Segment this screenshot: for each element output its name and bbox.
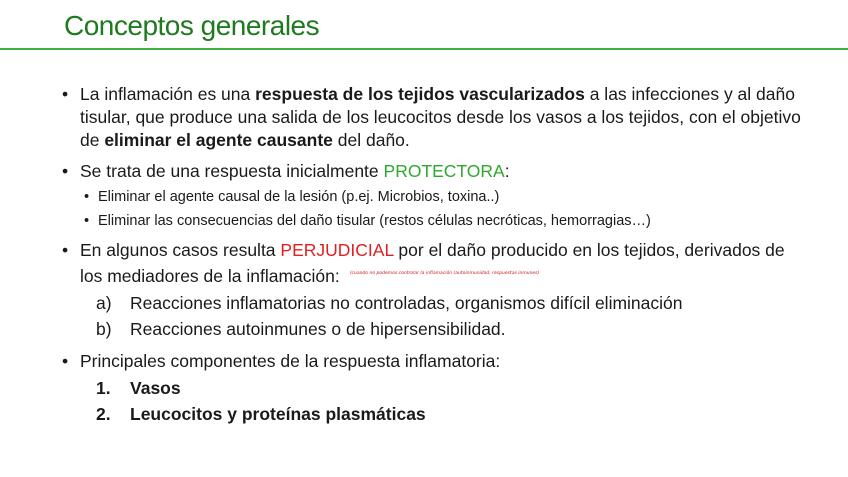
ordered-item <box>62 401 802 427</box>
bullet-protectora <box>62 160 802 183</box>
item-text: Reacciones autoinmunes o de hipersensibilidad. <box>130 319 506 339</box>
ordered-item <box>62 316 802 342</box>
definition-text-2: a las infecciones y al daño tisular, que produce una salida de los leucocitos desde los vasos a los tejidos, con el objetivo de <box>80 84 801 150</box>
item-text: Vasos <box>130 378 181 398</box>
slide-title: Conceptos generales <box>64 10 320 41</box>
title-divider <box>0 48 848 50</box>
perjudicial-highlight: PERJUDICIAL <box>280 240 394 260</box>
protectora-sublist <box>62 185 802 233</box>
slide-content <box>62 83 802 427</box>
protectora-text-1: Se trata de una respuesta inicialmente <box>80 161 384 181</box>
definition-text-3: del daño. <box>332 130 410 150</box>
sub-bullet-item <box>62 209 802 233</box>
definition-text-1: La inflamación es una <box>80 84 256 104</box>
bullet-perjudicial <box>62 239 802 288</box>
sub-bullet-text: Eliminar las consecuencias del daño tisular (restos células necróticas, hemorragias…) <box>98 213 651 229</box>
bullet-definition <box>62 83 802 152</box>
item-text: Reacciones inflamatorias no controladas, organismos difícil eliminación <box>130 293 683 313</box>
sub-bullet-text: Eliminar el agente causal de la lesión (p.ej. Microbios, toxina..) <box>98 189 500 205</box>
protectora-text-2: : <box>504 161 510 181</box>
protectora-highlight: PROTECTORA <box>383 161 505 181</box>
bullet-dot-icon: • <box>62 84 69 104</box>
bullet-dot-icon: • <box>62 161 69 181</box>
bullet-componentes <box>62 350 802 373</box>
ordered-item <box>62 290 802 316</box>
item-marker: a) <box>96 293 112 313</box>
definition-bold-2: eliminar el agente causante <box>104 130 333 150</box>
perjudicial-text-1: En algunos casos resulta <box>80 240 281 260</box>
perjudicial-text-2: por el daño producido en los tejidos, derivados de los mediadores de la inflamación: <box>80 240 785 286</box>
item-marker: b) <box>96 319 112 339</box>
definition-bold-1: respuesta de los tejidos vascularizados <box>255 84 585 104</box>
bullet-dot-icon: • <box>84 213 90 229</box>
item-marker: 1. <box>96 378 111 398</box>
componentes-text: Principales componentes de la respuesta inflamatoria: <box>80 351 501 371</box>
bullet-dot-icon: • <box>62 351 69 371</box>
ordered-item <box>62 375 802 401</box>
bullet-dot-icon: • <box>62 240 69 260</box>
item-marker: 2. <box>96 404 111 424</box>
bullet-dot-icon: • <box>84 189 90 205</box>
sub-bullet-item <box>62 185 802 209</box>
item-text: Leucocitos y proteínas plasmáticas <box>130 404 426 424</box>
handwritten-note: (cuando no podemos controlar la inflamación (autoinmunidad, respuestas inmunes) <box>349 271 540 276</box>
